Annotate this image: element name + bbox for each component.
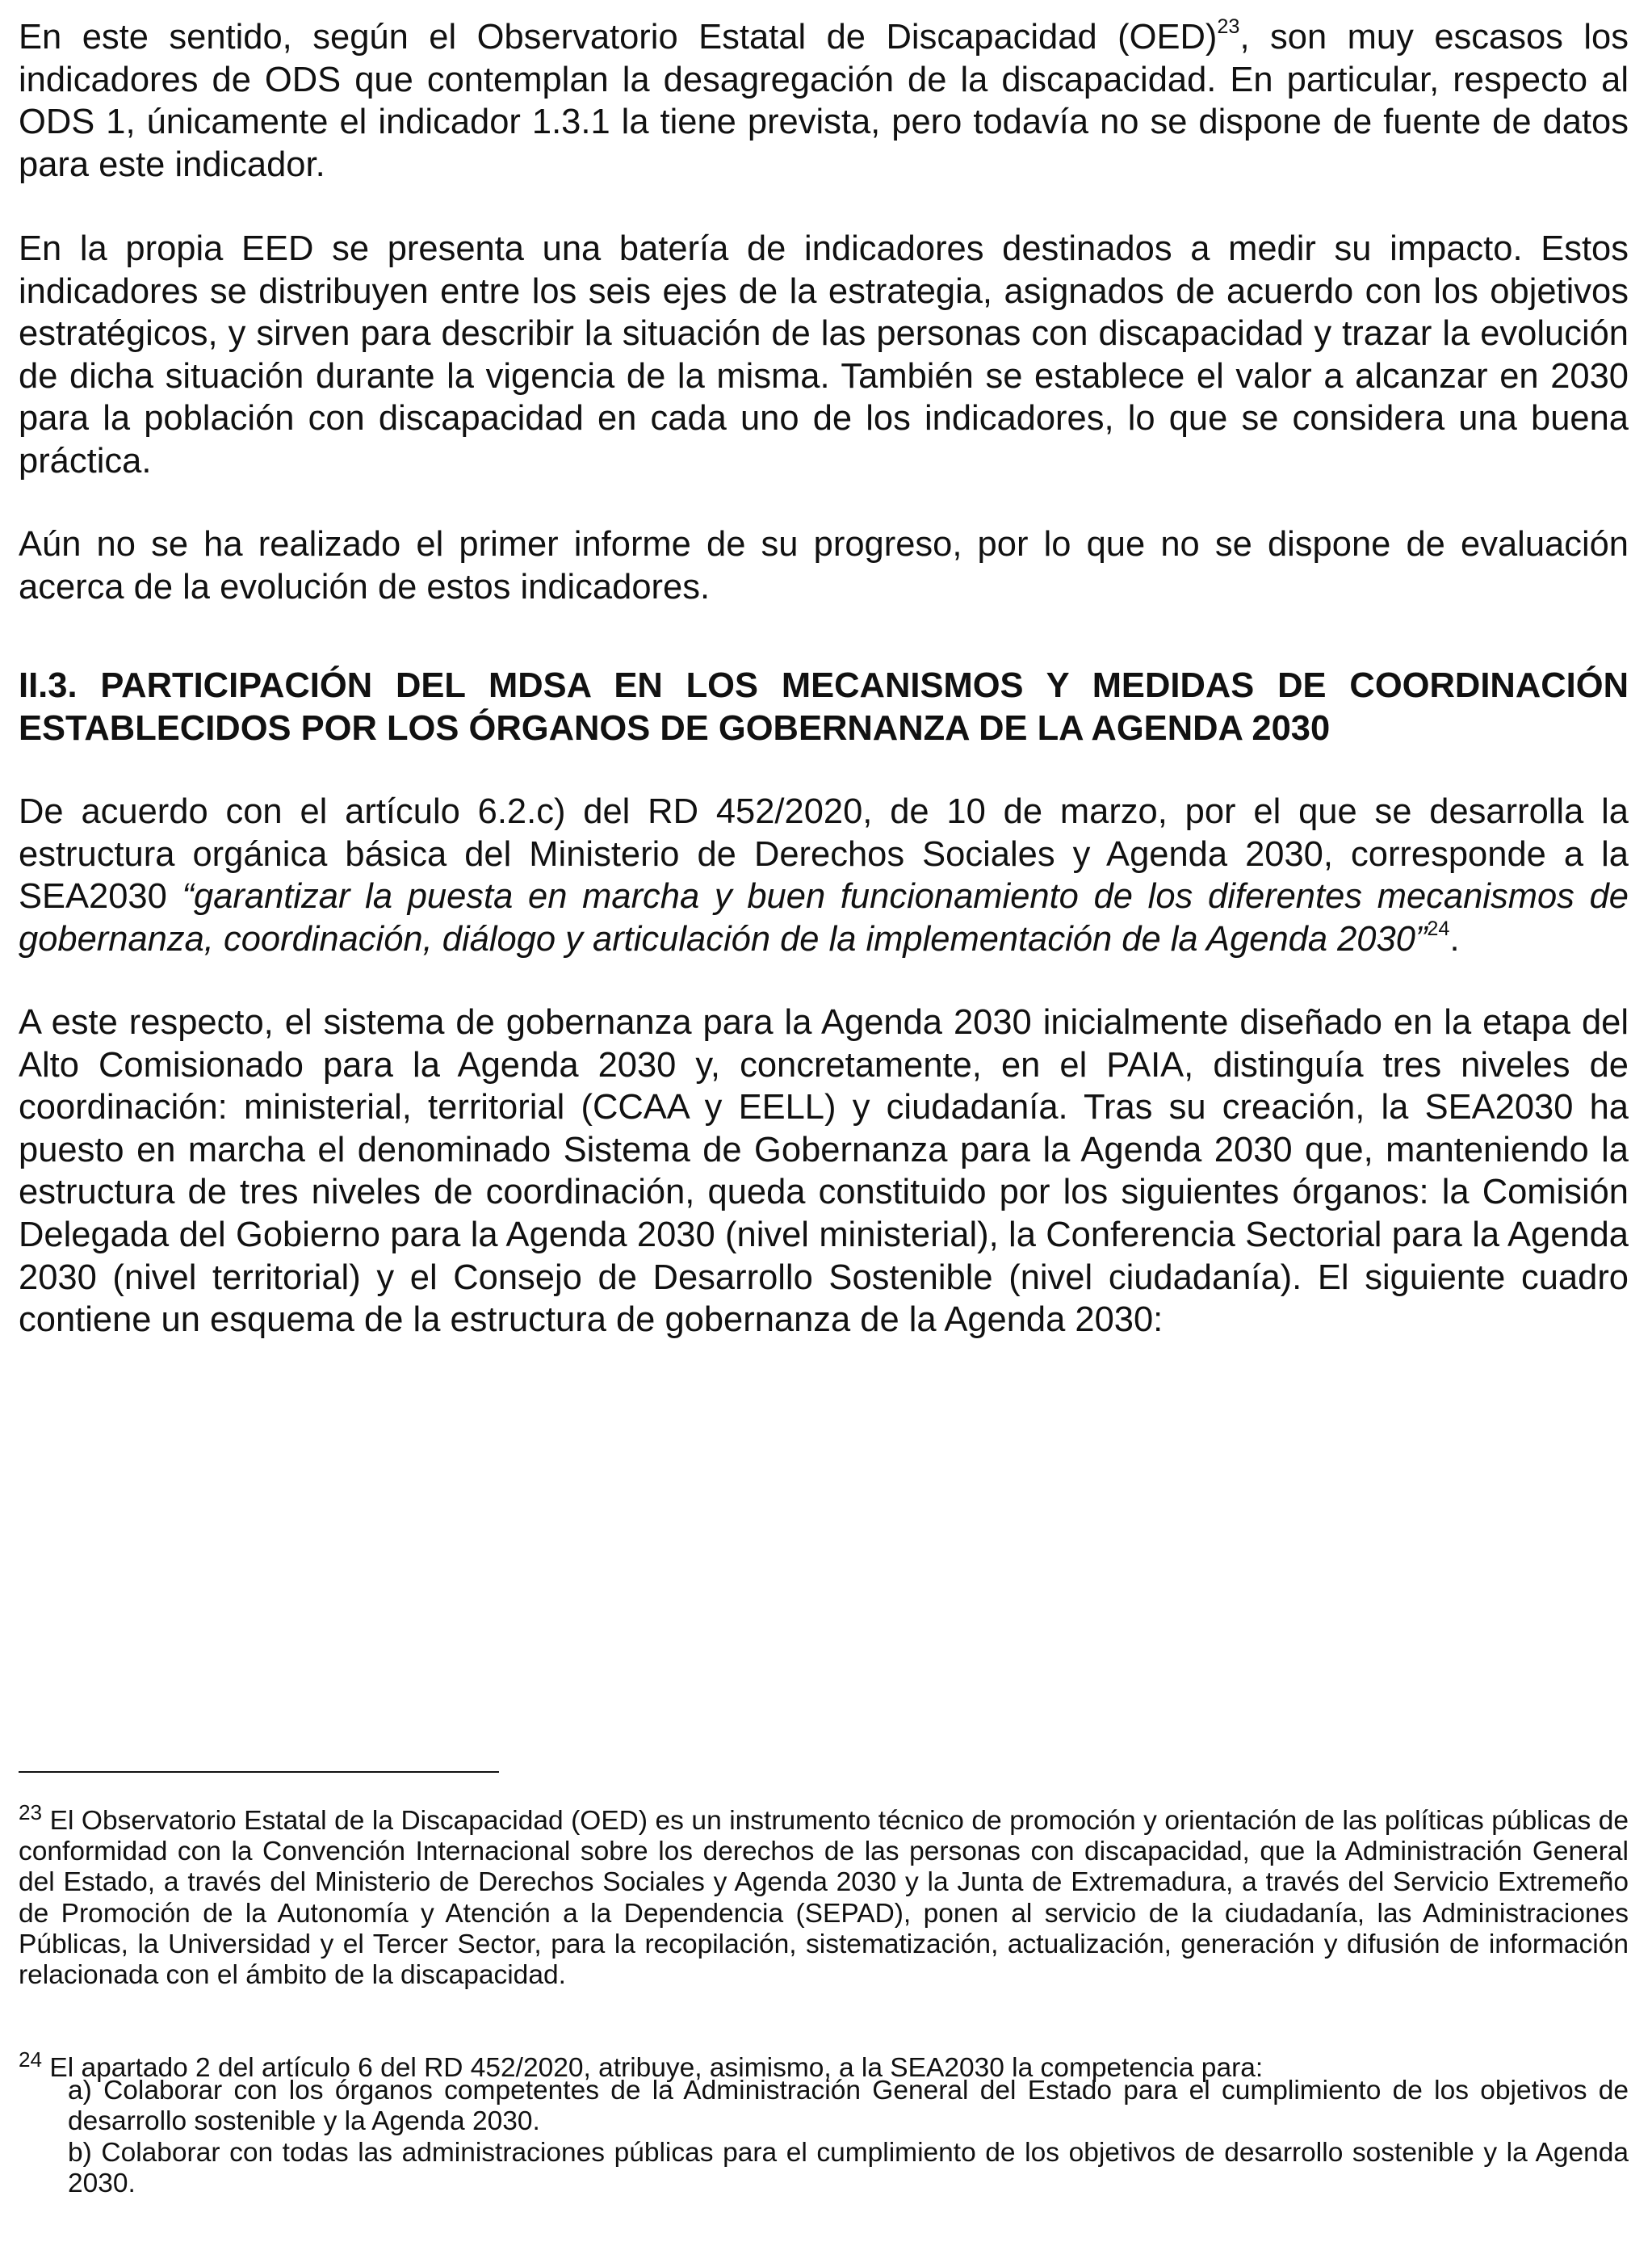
footnote-24-text: El apartado 2 del artículo 6 del RD 452/2020, atribuye, asimismo, a la SEA2030 la competencia para: [49,2052,1264,2083]
footnote-ref-23[interactable]: 23 [1217,15,1240,39]
paragraph-oed-text-b: , son muy escasos los indicadores de ODS que contemplan la desagregación de la discapacidad. En particular, respecto al ODS 1, únicamente el indicador 1.3.1 la tiene prevista, pero todavía no se dispone de fuente de datos para este indicador. [19,18,1629,184]
paragraph-rd-text: De acuerdo con el artículo 6.2.c) del RD 452/2020, de 10 de marzo, por el que se desarrolla la estructura orgánica básica del Ministerio de Derechos Sociales y Agenda 2030, corresponde a la SEA2030 [19,792,1629,917]
footnote-23-number: 23 [19,1800,43,1824]
footnote-24-number: 24 [19,2047,43,2072]
section-heading [19,665,1629,749]
paragraph-oed-text-a: En este sentido, según el Observatorio Estatal de Discapacidad (OED) [19,18,1218,57]
footnote-separator [19,1771,499,1773]
footnote-24-item-b: b) Colaborar con todas las administraciones públicas para el cumplimiento de los objetivos de desarrollo sostenible y la Agenda 2030. [68,2138,1629,2199]
paragraph-eed-indicators: En la propia EED se presenta una batería de indicadores destinados a medir su impacto. Estos indicadores se distribuyen entre los seis ejes de la estrategia, asignados de acuerdo con los objetivos estratégicos, y sirven para describir la situación de las personas con discapacidad y trazar la evolución de dicha situación durante la vigencia de la misma. También se establece el valor a alcanzar en 2030 para la población con discapacidad en cada uno de los indicadores, lo que se considera una buena práctica. [19,229,1629,481]
paragraph-rd-452-2020 [19,791,1629,960]
paragraph-oed [19,16,1629,186]
paragraph-rd-end: . [1449,919,1460,959]
paragraph-progress-report: Aún no se ha realizado el primer informe de su progreso, por lo que no se dispone de evaluación acerca de la evolución de estos indicadores. [19,525,1629,607]
section-heading-line-2: ESTABLECIDOS POR LOS ÓRGANOS DE GOBERNANZA DE LA AGENDA 2030 [19,708,1331,748]
footnote-ref-24[interactable]: 24 [1427,917,1450,940]
section-heading-line-1: II.3. PARTICIPACIÓN DEL MDSA EN LOS MECANISMOS Y MEDIDAS DE COORDINACIÓN [19,666,1629,705]
footnote-23 [19,1797,1629,1992]
footnote-23-text: El Observatorio Estatal de la Discapacidad (OED) es un instrumento técnico de promoción y orientación de las políticas públicas de conformidad con la Convención Internacional sobre los derechos de las personas con discapacidad, que la Administración General del Estado, a través del Ministerio de Derechos Sociales y Agenda 2030 y la Junta de Extremadura, a través del Servicio Extremeño de Promoción de la Autonomía y Atención a la Dependencia (SEPAD), ponen al servicio de la ciudadanía, las Administraciones Públicas, la Universidad y el Tercer Sector, para la recopilación, sistematización, actualización, generación y difusión de información relacionada con el ámbito de la discapacidad. [19,1805,1629,1991]
paragraph-rd-quote: “garantizar la puesta en marcha y buen funcionamiento de los diferentes mecanismos de gobernanza, coordinación, diálogo y articulación de la implementación de la Agenda 2030” [19,877,1629,959]
footnote-24-item-a: a) Colaborar con los órganos competentes de la Administración General del Estado para el cumplimiento de los objetivos de desarrollo sostenible y la Agenda 2030. [68,2076,1629,2137]
paragraph-governance-system: A este respecto, el sistema de gobernanza para la Agenda 2030 inicialmente diseñado en la etapa del Alto Comisionado para la Agenda 2030 y, concretamente, en el PAIA, distinguía tres niveles de coordinación: ministerial, territorial (CCAA y EELL) y ciudadanía. Tras su creación, la SEA2030 ha puesto en marcha el denominado Sistema de Gobernanza para la Agenda 2030 que, manteniendo la estructura de tres niveles de coordinación, queda constituido por los siguientes órganos: la Comisión Delegada del Gobierno para la Agenda 2030 (nivel ministerial), la Conferencia Sectorial para la Agenda 2030 (nivel territorial) y el Consejo de Desarrollo Sostenible (nivel ciudadanía). El siguiente cuadro contiene un esquema de la estructura de gobernanza de la Agenda 2030: [19,1003,1629,1340]
